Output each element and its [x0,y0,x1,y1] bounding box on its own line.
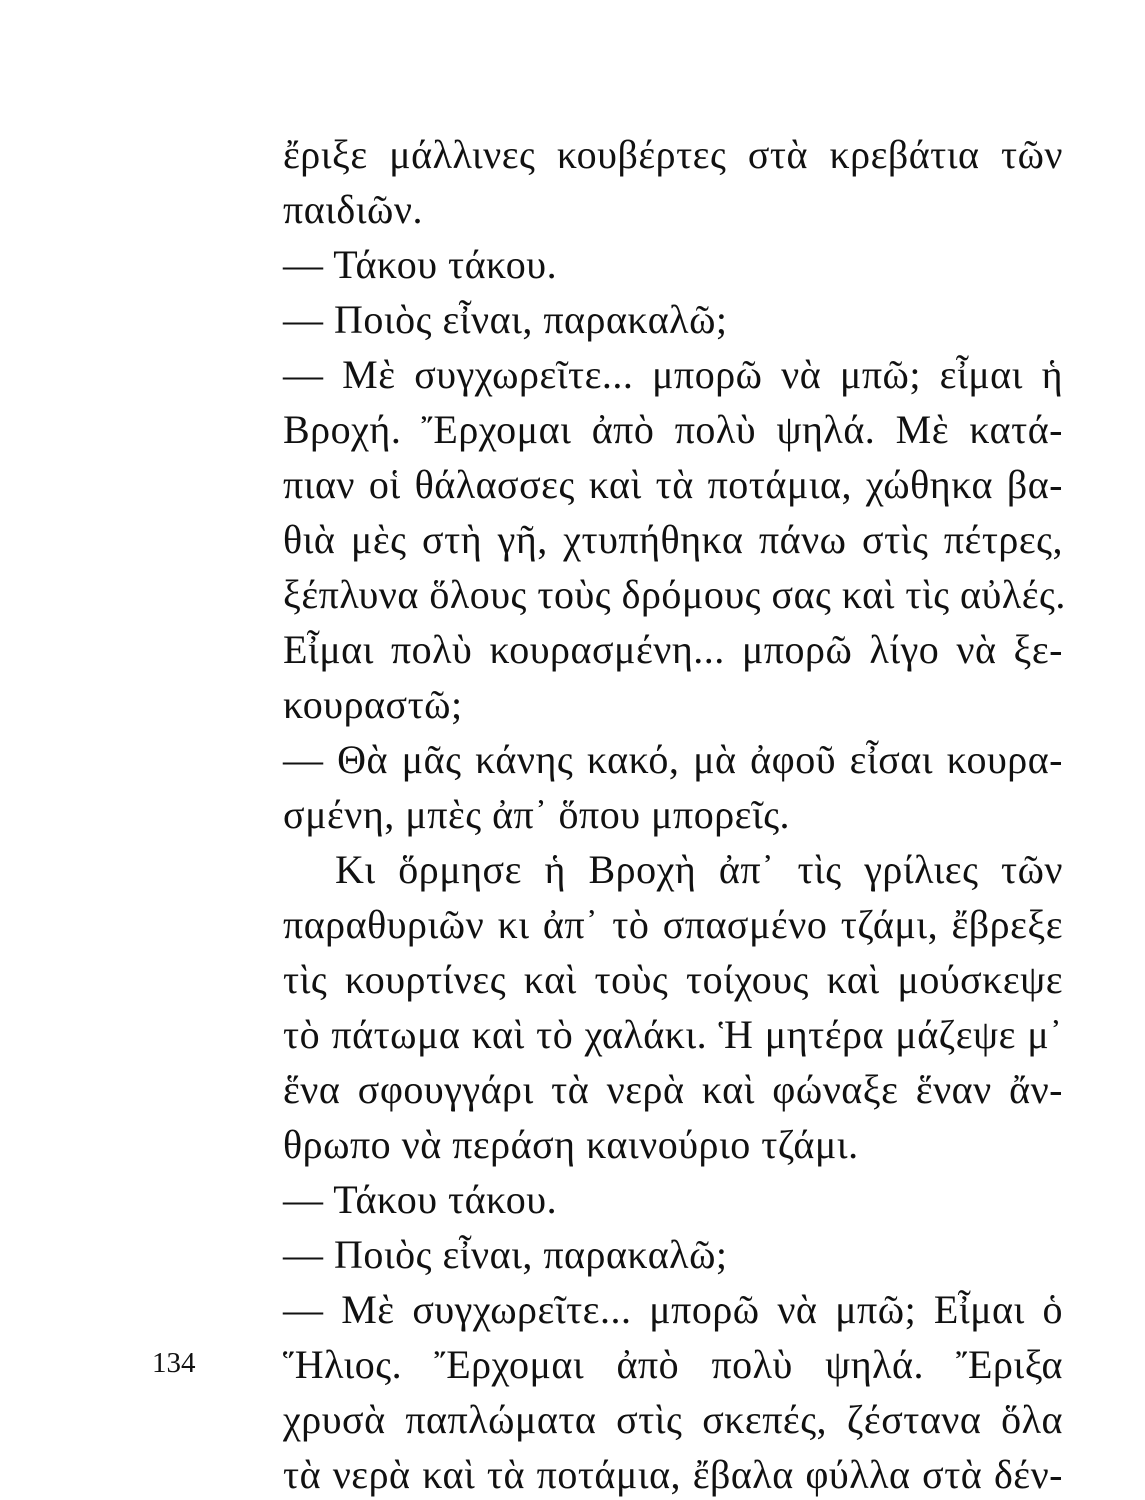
text-line-23: Ἥλιος. Ἔρχομαι ἀπὸ πολὺ ψηλά. Ἔριξα [283,1342,1063,1387]
text-line-20: — Τάκου τάκου. [283,1177,558,1222]
text-line-25: τὰ νερὰ καὶ τὰ ποτάμια, ἔβαλα φύλλα στὰ δέν- [283,1452,1063,1497]
text-line-5: — Μὲ συγχωρεῖτε... μπορῶ νὰ μπῶ; εἶμαι ἡ [283,352,1063,397]
text-line-15: παραθυριῶν κι ἀπ᾽ τὸ σπασμένο τζάμι, ἔβρεξε [283,902,1063,947]
text-line-13: σμένη, μπὲς ἀπ᾽ ὅπου μπορεῖς. [283,792,791,837]
text-line-24: χρυσὰ παπλώματα στὶς σκεπές, ζέστανα ὅλα [283,1397,1063,1442]
text-line-2: παιδιῶν. [283,187,423,232]
text-line-11: κουραστῶ; [283,682,463,727]
text-line-4: — Ποιὸς εἶναι, παρακαλῶ; [283,297,728,342]
text-line-21: — Ποιὸς εἶναι, παρακαλῶ; [283,1232,728,1277]
text-line-3: — Τάκου τάκου. [283,242,558,287]
text-line-22: — Μὲ συγχωρεῖτε... μπορῶ νὰ μπῶ; Εἶμαι ὁ [283,1287,1063,1332]
text-line-12: — Θὰ μᾶς κάνης κακό, μὰ ἀφοῦ εἶσαι κουρα- [283,737,1063,782]
text-line-16: τὶς κουρτίνες καὶ τοὺς τοίχους καὶ μούσκεψε [283,957,1063,1002]
text-line-7: πιαν οἱ θάλασσες καὶ τὰ ποτάμια, χώθηκα βα- [283,462,1063,507]
text-line-19: θρωπο νὰ περάση καινούριο τζάμι. [283,1122,859,1167]
text-line-17: τὸ πάτωμα καὶ τὸ χαλάκι. Ἡ μητέρα μάζεψε μ᾽ [283,1012,1063,1057]
text-line-18: ἕνα σφουγγάρι τὰ νερὰ καὶ φώναξε ἕναν ἄν- [283,1067,1063,1112]
text-line-1: ἔριξε μάλλινες κουβέρτες στὰ κρεβάτια τῶν [283,132,1063,177]
text-line-10: Εἶμαι πολὺ κουρασμένη... μπορῶ λίγο νὰ ξε- [283,627,1063,672]
text-line-6: Βροχή. Ἔρχομαι ἀπὸ πολὺ ψηλά. Μὲ κατά- [283,407,1063,452]
text-line-14: Κι ὅρμησε ἡ Βροχὴ ἀπ᾽ τὶς γρίλιες τῶν [335,847,1063,892]
page-number: 134 [152,1347,196,1379]
text-line-9: ξέπλυνα ὅλους τοὺς δρόμους σας καὶ τὶς αὐλές. [283,572,1066,617]
text-line-8: θιὰ μὲς στὴ γῆ, χτυπήθηκα πάνω στὶς πέτρες, [283,517,1063,562]
